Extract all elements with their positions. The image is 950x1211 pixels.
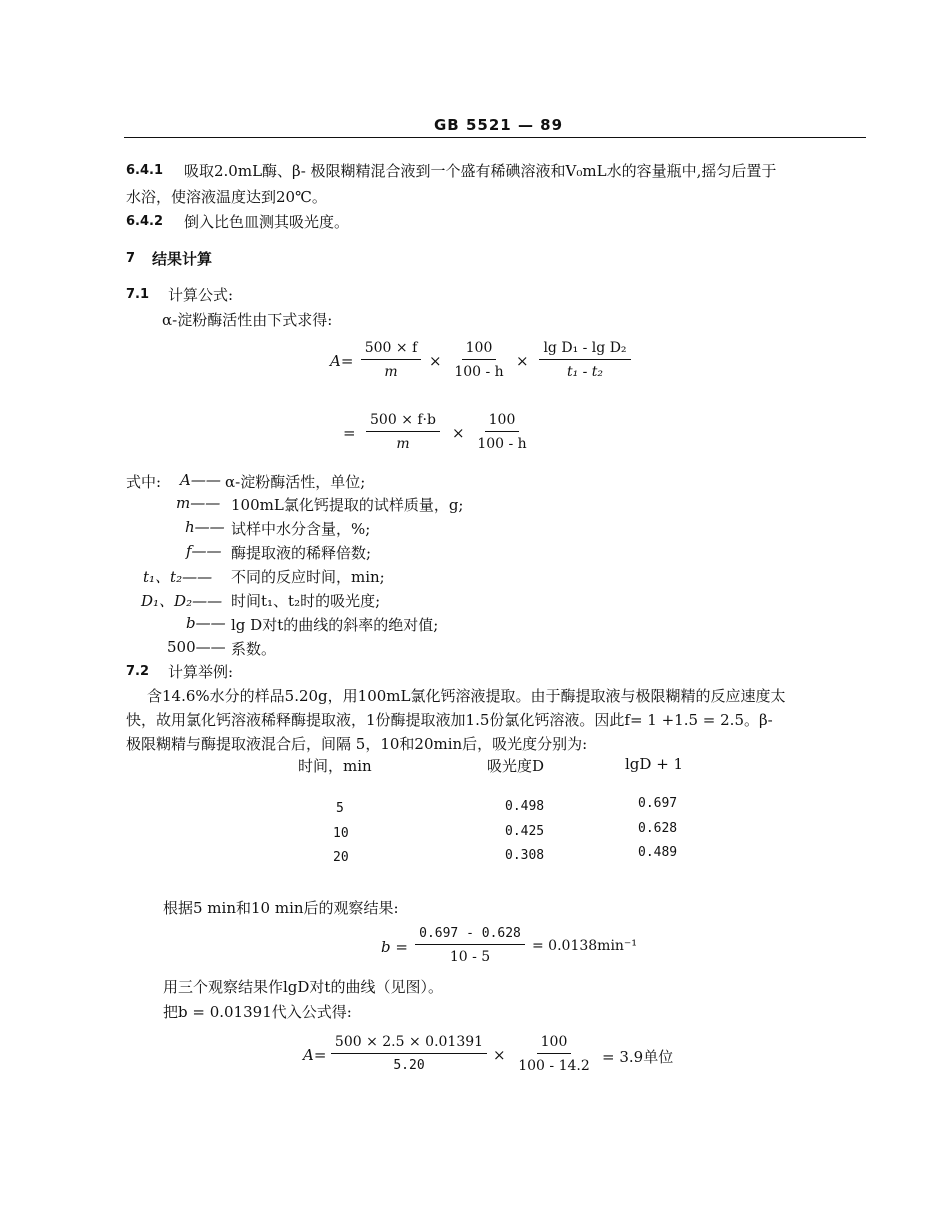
calc-b-numerator: 0.697 - 0.628: [415, 926, 525, 945]
section-number-6-4-2: 6.4.2: [126, 214, 164, 229]
formula1-fraction-3: [530, 340, 640, 380]
section-number-7: 7: [126, 251, 136, 266]
final-numerator-2: 100: [537, 1034, 572, 1054]
table-header-time: 时间，min: [298, 757, 372, 775]
where-lead: 式中:: [126, 473, 162, 491]
formula2-f2-numerator: 100: [485, 412, 520, 432]
section-7-1-title: 计算公式:: [168, 286, 234, 304]
formula1-times-2: ×: [516, 352, 529, 370]
where-sym-m: m——: [176, 494, 221, 512]
where-sym-t: t₁、t₂——: [143, 568, 213, 586]
formula1-fraction-1: [356, 340, 426, 380]
final-fraction-1: [328, 1034, 490, 1073]
formula2-times: ×: [452, 424, 465, 442]
table-cell: 10: [333, 826, 349, 841]
table-cell: 0.425: [505, 824, 545, 839]
where-text-m: 100mL氯化钙提取的试样质量，g;: [231, 496, 464, 514]
calc-line1: 根据5 min和10 min后的观察结果:: [163, 899, 399, 917]
where-sym-A: A——: [180, 471, 221, 489]
formula2-fraction-2: [466, 412, 538, 452]
table-cell: 0.498: [505, 799, 545, 814]
section-number-7-1: 7.1: [126, 287, 150, 302]
final-lhs: A=: [303, 1046, 327, 1064]
section-7-1-intro: α-淀粉酶活性由下式求得:: [162, 311, 333, 329]
where-text-A: α-淀粉酶活性，单位;: [225, 473, 366, 491]
final-times: ×: [493, 1046, 506, 1064]
where-sym-b: b——: [186, 614, 226, 632]
section-7-2-title: 计算举例:: [168, 663, 234, 681]
formula1-lhs: A=: [330, 352, 354, 370]
formula2-equals: =: [343, 424, 356, 442]
formula1-f2-denominator: 100 - h: [454, 364, 504, 380]
formula1-f3-denominator: t₁ - t₂: [566, 364, 604, 380]
calc-b-rhs: = 0.0138min⁻¹: [532, 938, 637, 954]
standard-code: GB 5521 — 89: [434, 116, 564, 134]
calc-line3: 把b = 0.01391代入公式得:: [163, 1003, 352, 1021]
where-text-500: 系数。: [231, 640, 277, 658]
table-cell: 0.628: [638, 821, 678, 836]
calc-b-lhs: b =: [381, 938, 408, 956]
table-header-lgD: lgD + 1: [625, 755, 684, 773]
table-cell: 5: [336, 801, 344, 816]
formula1-fraction-2: [444, 340, 514, 380]
section-6-4-1-line1: 吸取2.0mL酶、β- 极限糊精混合液到一个盛有稀碘溶液和V₀mL水的容量瓶中,摇匀后置于: [184, 162, 777, 180]
formula2-f2-denominator: 100 - h: [477, 436, 527, 452]
where-sym-f: f——: [186, 542, 222, 560]
calc-line2: 用三个观察结果作lgD对t的曲线（见图）。: [163, 978, 443, 996]
final-rhs: = 3.9单位: [602, 1048, 674, 1066]
formula1-f1-denominator: m: [384, 364, 398, 380]
section-number-6-4-1: 6.4.1: [126, 163, 164, 178]
final-denominator-2: 100 - 14.2: [518, 1058, 590, 1074]
final-fraction-2: [508, 1034, 600, 1074]
section-6-4-1-line2: 水浴，使溶液温度达到20℃。: [126, 188, 327, 206]
where-sym-h: h——: [185, 518, 225, 536]
final-denominator-1: 5.20: [393, 1058, 425, 1073]
where-text-h: 试样中水分含量，%;: [231, 520, 371, 538]
formula2-f1-numerator: 500 × f·b: [366, 412, 440, 432]
table-cell: 0.489: [638, 845, 678, 860]
final-numerator-1: 500 × 2.5 × 0.01391: [331, 1034, 487, 1054]
header-rule: [124, 137, 866, 138]
formula2-f1-denominator: m: [396, 436, 410, 452]
section-7-2-para-line2: 快，故用氯化钙溶液稀释酶提取液，1份酶提取液加1.5份氯化钙溶液。因此f= 1 +1.5 = 2.5。β-: [126, 711, 773, 729]
table-cell: 0.697: [638, 796, 678, 811]
table-cell: 20: [333, 850, 349, 865]
section-7-2-para-line1: 含14.6%水分的样品5.20g，用100mL氯化钙溶液提取。由于酶提取液与极限糊精的反应速度太: [147, 687, 786, 705]
table-header-absorbance: 吸光度D: [487, 757, 545, 775]
section-number-7-2: 7.2: [126, 664, 150, 679]
where-sym-D: D₁、D₂——: [141, 592, 223, 610]
calc-b-fraction: [410, 926, 530, 965]
formula1-f2-numerator: 100: [462, 340, 497, 360]
calc-b-denominator: 10 - 5: [449, 949, 491, 965]
where-text-b: lg D对t的曲线的斜率的绝对值;: [231, 616, 439, 634]
where-text-t: 不同的反应时间，min;: [231, 568, 385, 586]
where-text-D: 时间t₁、t₂时的吸光度;: [231, 592, 381, 610]
section-7-2-para-line3: 极限糊精与酶提取液混合后，间隔 5，10和20min后，吸光度分别为:: [126, 735, 588, 753]
table-cell: 0.308: [505, 848, 545, 863]
where-text-f: 酶提取液的稀释倍数;: [231, 544, 372, 562]
formula2-fraction-1: [358, 412, 448, 452]
formula1-times-1: ×: [429, 352, 442, 370]
formula1-f3-numerator: lg D₁ - lg D₂: [539, 340, 630, 360]
section-6-4-2-text: 倒入比色皿测其吸光度。: [184, 213, 350, 231]
formula1-f1-numerator: 500 × f: [361, 340, 422, 360]
where-sym-500: 500——: [167, 638, 226, 656]
section-7-title: 结果计算: [152, 250, 213, 268]
